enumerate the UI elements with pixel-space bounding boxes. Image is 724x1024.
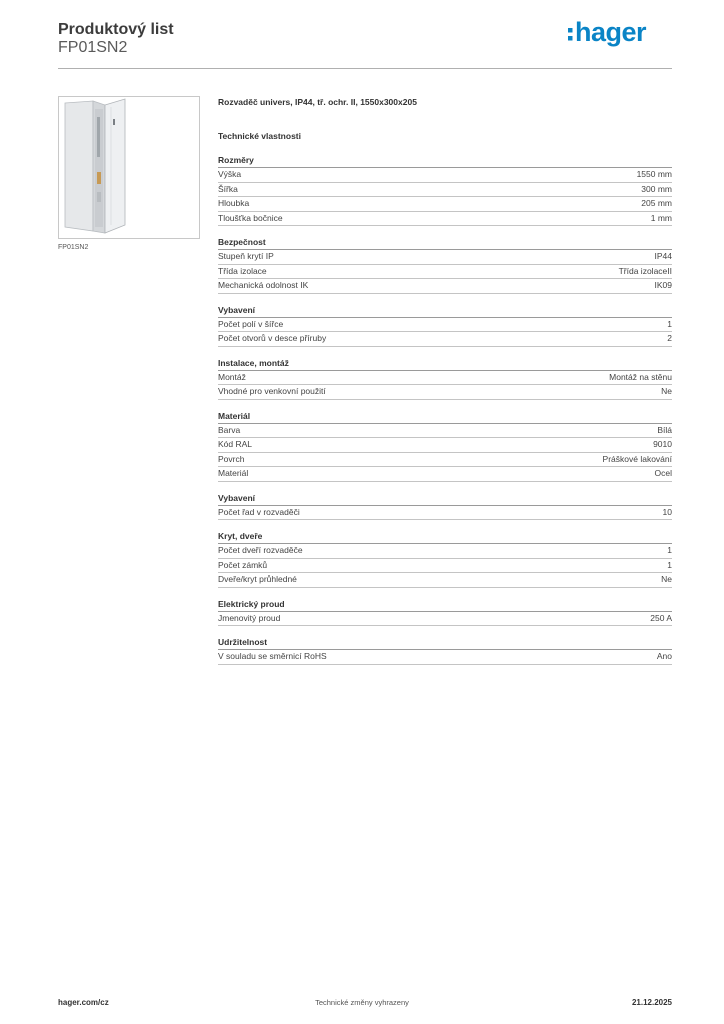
hager-logo <box>567 16 662 48</box>
spec-label: Barva <box>218 424 241 435</box>
spec-value: Montáž na stěnu <box>609 371 672 382</box>
spec-group-title: Elektrický proud <box>218 598 672 612</box>
spec-row <box>218 559 672 574</box>
spec-value: 1 mm <box>650 212 672 223</box>
spec-groups <box>218 154 672 665</box>
spec-label: Dveře/kryt průhledné <box>218 574 297 584</box>
spec-group <box>218 598 672 627</box>
spec-value: 1550 mm <box>636 169 672 179</box>
section-heading: Technické vlastnosti <box>218 131 301 141</box>
spec-row <box>218 318 672 333</box>
svg-text:hager: hager <box>575 17 647 47</box>
spec-label: Počet otvorů v desce příruby <box>218 333 327 343</box>
spec-row <box>218 438 672 453</box>
spec-group <box>218 154 672 226</box>
spec-value: 1 <box>667 559 672 570</box>
spec-row <box>218 168 672 183</box>
spec-group <box>218 357 672 400</box>
spec-label: Vhodné pro venkovní použití <box>218 386 326 396</box>
spec-group <box>218 636 672 665</box>
spec-value: Ne <box>661 386 672 396</box>
spec-group-title: Vybavení <box>218 492 672 506</box>
footer-notice: Technické změny vyhrazeny <box>315 998 409 1007</box>
spec-value: Třída izolaceII <box>618 265 672 276</box>
spec-row <box>218 371 672 386</box>
footer-website: hager.com/cz <box>58 998 109 1007</box>
spec-label: Šířka <box>218 183 238 194</box>
spec-group-title: Vybavení <box>218 304 672 318</box>
spec-label: Montáž <box>218 371 246 382</box>
spec-row <box>218 197 672 212</box>
spec-group <box>218 304 672 347</box>
spec-group-title: Instalace, montáž <box>218 357 672 371</box>
spec-label: Jmenovitý proud <box>218 612 281 623</box>
product-code: FP01SN2 <box>58 39 128 56</box>
spec-label: Počet dveří rozvaděče <box>218 545 303 555</box>
spec-label: Tloušťka bočnice <box>218 212 283 223</box>
spec-group-title: Kryt, dveře <box>218 530 672 544</box>
spec-value: 250 A <box>650 612 672 623</box>
product-description: Rozvaděč univers, IP44, tř. ochr. II, 1550x300x205 <box>218 97 417 107</box>
spec-value: Bílá <box>657 424 672 435</box>
spec-label: Počet zámků <box>218 559 268 570</box>
spec-value: Práškové lakování <box>602 453 672 464</box>
spec-row <box>218 265 672 280</box>
specifications <box>218 96 672 665</box>
spec-label: Počet řad v rozvaděči <box>218 506 300 517</box>
spec-label: Třída izolace <box>218 265 267 276</box>
spec-group-title: Rozměry <box>218 154 672 168</box>
footer-date: 21.12.2025 <box>631 998 672 1007</box>
spec-label: Hloubka <box>218 198 250 208</box>
image-caption: FP01SN2 <box>58 244 89 251</box>
header-divider <box>58 68 672 69</box>
spec-group-title: Materiál <box>218 410 672 424</box>
spec-row <box>218 385 672 400</box>
spec-value: 205 mm <box>641 198 672 208</box>
spec-group <box>218 492 672 521</box>
spec-row <box>218 453 672 468</box>
spec-row <box>218 332 672 347</box>
spec-label: Materiál <box>218 468 249 478</box>
spec-value: IP44 <box>654 251 672 261</box>
product-image <box>58 96 200 239</box>
spec-label: Výška <box>218 169 242 179</box>
spec-value: IK09 <box>654 280 672 290</box>
spec-row <box>218 183 672 198</box>
spec-row <box>218 467 672 482</box>
spec-value: 300 mm <box>641 183 672 194</box>
spec-row <box>218 506 672 521</box>
spec-label: Kód RAL <box>218 439 253 449</box>
spec-value: Ocel <box>654 468 672 478</box>
spec-value: 10 <box>662 506 672 517</box>
spec-value: Ne <box>661 574 672 584</box>
spec-group <box>218 410 672 482</box>
spec-group <box>218 530 672 588</box>
spec-row <box>218 250 672 265</box>
spec-value: 2 <box>667 333 672 343</box>
spec-label: Povrch <box>218 453 245 464</box>
spec-group-title: Udržitelnost <box>218 636 672 650</box>
spec-group <box>218 236 672 294</box>
spec-row <box>218 279 672 294</box>
spec-label: Počet polí v šířce <box>218 318 284 329</box>
page-title: Produktový list <box>58 21 174 38</box>
spec-row <box>218 573 672 588</box>
spec-value: 1 <box>667 318 672 329</box>
spec-row <box>218 544 672 559</box>
spec-row <box>218 650 672 665</box>
cabinet-icon <box>59 97 199 238</box>
spec-row <box>218 612 672 627</box>
spec-label: V souladu se směrnicí RoHS <box>218 651 327 661</box>
spec-group-title: Bezpečnost <box>218 236 672 250</box>
spec-label: Stupeň krytí IP <box>218 251 274 261</box>
spec-label: Mechanická odolnost IK <box>218 280 309 290</box>
spec-row <box>218 212 672 227</box>
spec-value: Ano <box>656 651 672 661</box>
spec-row <box>218 424 672 439</box>
spec-value: 9010 <box>653 439 672 449</box>
spec-value: 1 <box>667 545 672 555</box>
